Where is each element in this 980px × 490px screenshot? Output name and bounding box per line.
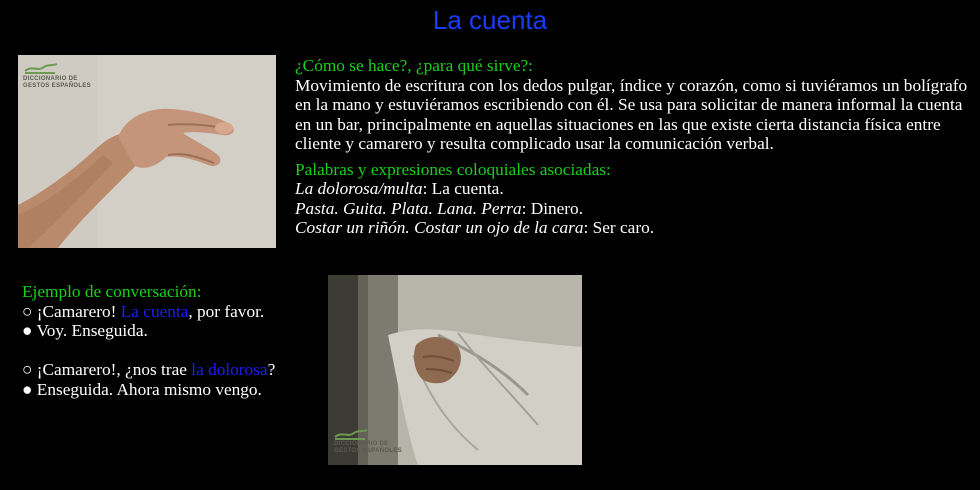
dialogue-line: ● Voy. Enseguida.	[22, 321, 148, 340]
gesture-photo-writing-hand	[18, 55, 276, 248]
page-title: La cuenta	[432, 5, 548, 35]
logo-text: DICCIONARIO DE GESTOS ESPAÑOLES	[334, 441, 402, 454]
how-text: Movimiento de escritura con los dedos pulgar, índice y corazón, como si tuviéramos un bolígrafo en la mano y estuviéramos escribiendo con él. Se usa para solicitar de manera informal la cuenta en un bar, principalmente en aquellas situaciones en las que existe cierta distancia física entre cliente y camarero y resulta complicado usar la comunicación verbal.	[295, 75, 968, 153]
words-heading: Palabras y expresiones coloquiales asociadas:	[295, 159, 611, 179]
example-section	[22, 282, 322, 399]
description-section	[295, 56, 975, 238]
words-item: Pasta. Guita. Plata. Lana. Perra: Dinero.	[295, 198, 584, 218]
gesture-photo-sleeve	[328, 275, 582, 465]
dialogue-highlight: La cuenta	[120, 301, 189, 321]
words-item: La dolorosa/multa: La cuenta.	[295, 179, 504, 198]
dialogue-line: ○ ¡Camarero!, ¿nos trae la dolorosa?	[22, 360, 276, 379]
dialogue-highlight: la dolorosa	[191, 360, 268, 379]
dialogue-line: ● Enseguida. Ahora mismo vengo.	[22, 379, 262, 399]
dialogue-line: ○ ¡Camarero! La cuenta, por favor.	[22, 301, 265, 321]
logo-text: DICCIONARIO DE GESTOS ESPAÑOLES	[23, 76, 91, 89]
example-heading: Ejemplo de conversación:	[22, 282, 202, 301]
how-heading: ¿Cómo se hace?, ¿para qué sirve?:	[295, 56, 533, 75]
words-item: Costar un riñón. Costar un ojo de la cara: Ser caro.	[295, 218, 655, 237]
